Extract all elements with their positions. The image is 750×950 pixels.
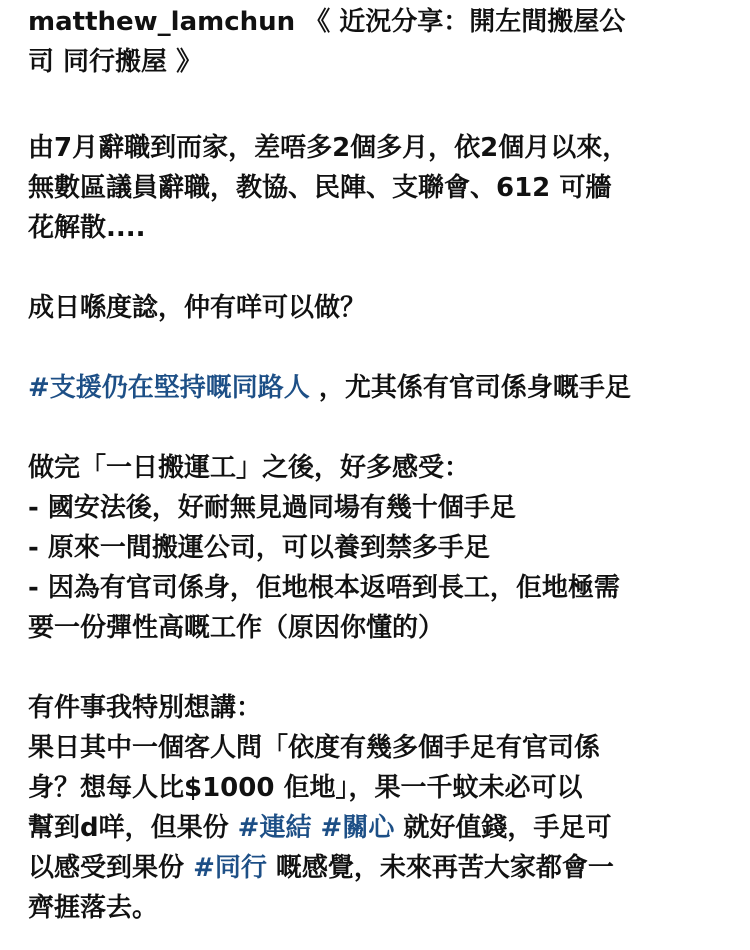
paragraph-5-line-4-text-a: 以感受到果份 [28, 853, 194, 883]
paragraph-2: 成日喺度諗，仲有咩可以做？ [28, 293, 367, 323]
paragraph-3-text: ，尤其係有官司係身嘅手足 [309, 373, 631, 403]
paragraph-5-line-5: 齊捱落去。 [28, 893, 159, 923]
paragraph-5-line-3-text-b: 就好值錢，手足可 [394, 813, 612, 843]
hashtag-connect-link[interactable]: #連結 [237, 813, 312, 843]
paragraph-gap [28, 328, 728, 368]
paragraph-gap [28, 648, 728, 688]
paragraph-4-line-3: - 原來一間搬運公司，可以養到禁多手足 [28, 533, 490, 563]
paragraph-4-line-2: - 國安法後，好耐無見過同場有幾十個手足 [28, 493, 516, 523]
paragraph-5-line-1: 果日其中一個客人問「依度有幾多個手足有官司係 [28, 733, 601, 763]
paragraph-5-line-4-text-b: 嘅感覺，未來再苦大家都會一 [266, 853, 614, 883]
caption-title-line-1 [28, 2, 728, 42]
paragraph-1-line-1: 由7月辭職到而家，差唔多2個多月，依2個月以來， [28, 133, 629, 163]
paragraph-5-line-3 [28, 808, 728, 848]
paragraph-5-line-4 [28, 848, 728, 888]
space [311, 813, 320, 843]
post-title-part-2: 司 同行搬屋 》 [28, 47, 203, 77]
paragraph-4-line-5: 要一份彈性高嘅工作（原因你懂的） [28, 613, 445, 643]
hashtag-support-link[interactable]: #支援仍在堅持嘅同路人 [28, 373, 310, 403]
paragraph-4-line-1: 做完「一日搬運工」之後，好多感受： [28, 453, 471, 483]
post-title-part-1: 《 近況分享：開左間搬屋公 [295, 7, 626, 37]
paragraph-5-line-2: 身？想每人比$1000 佢地」，果一千蚊未必可以 [28, 773, 583, 803]
paragraph-1-line-2: 無數區議員辭職，教協、民陣、支聯會、612 可牆 [28, 173, 612, 203]
username-link[interactable]: matthew_lamchun [28, 7, 296, 37]
hashtag-care-link[interactable]: #關心 [320, 813, 395, 843]
paragraph-3 [28, 368, 728, 408]
paragraph-gap [28, 248, 728, 288]
paragraph-gap [28, 82, 728, 128]
paragraph-5-line-3-text-a: 幫到d咩，但果份 [28, 813, 238, 843]
paragraph-1-line-3: 花解散.... [28, 213, 146, 243]
post-caption [28, 2, 728, 928]
paragraph-5-heading: 有件事我特別想講： [28, 693, 263, 723]
paragraph-gap [28, 408, 728, 448]
hashtag-together-link[interactable]: #同行 [193, 853, 267, 883]
paragraph-4-line-4: - 因為有官司係身，佢地根本返唔到長工，佢地極需 [28, 573, 620, 603]
